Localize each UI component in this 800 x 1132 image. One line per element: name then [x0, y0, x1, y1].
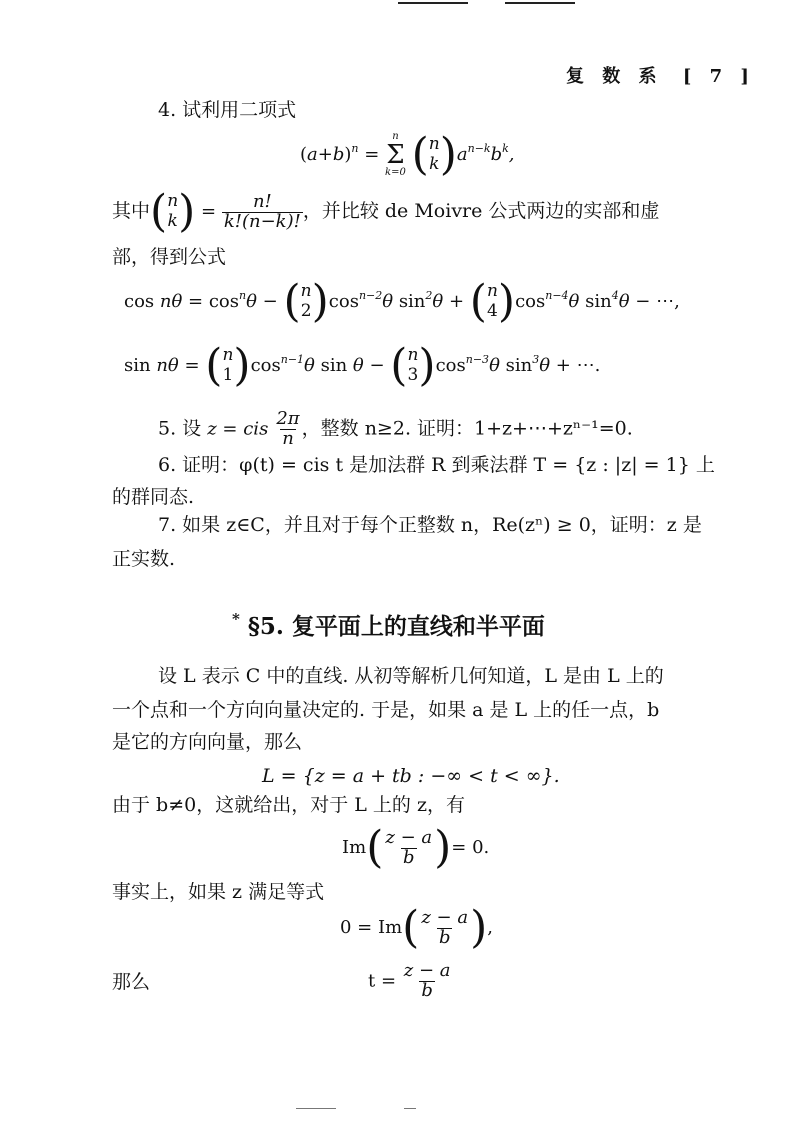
- summation: n Σ k=0: [385, 131, 406, 178]
- sin-formula: sin nθ = ( n 1 )$\cos^{n-1}\theta$ sin θ − ( n 3 )$\cos^{n-3}\theta$ $\sin^3\theta$ + ⋯.: [124, 340, 601, 391]
- exercise-5: 5. 设 z = cis $\frac{2\pi}{n}$ ，整数 n≥2. 证明：1+z+⋯+zⁿ⁻¹=0.: [158, 408, 633, 449]
- section-title: §5. 复平面上的直线和半平面: [247, 613, 545, 640]
- condition-equation: 0 = Im( $\frac{z - a}{b}$ ),: [340, 902, 493, 953]
- paragraph-1-line3: 是它的方向向量，那么: [112, 731, 303, 753]
- section-star: *: [232, 610, 240, 628]
- section-heading: [232, 608, 545, 641]
- paragraph-4: 那么: [112, 971, 151, 993]
- bottom-scan-mark: [296, 1108, 336, 1109]
- bottom-scan-mark-2: [404, 1108, 416, 1109]
- exercise-7-line1: 7. 如果 z∈C，并且对于每个正整数 n，Re(zⁿ) ≥ 0，证明：z 是: [158, 514, 702, 536]
- exercise-4-binomial: $(a+b)^n$ = n Σ k=0 ( n k )$a^{n-k}b^k$,: [300, 129, 515, 180]
- im-equation: Im( $\frac{z - a}{b}$ )= 0.: [342, 822, 490, 873]
- paragraph-1-line2: 一个点和一个方向向量决定的. 于是，如果 a 是 L 上的任一点，b: [112, 699, 660, 721]
- exercise-4-where: 其中( n k ) = $\frac{n!}{k!(n-k)!}$ ，并比较 de Moivre 公式两边的实部和虚: [112, 186, 660, 237]
- running-header: [566, 62, 755, 88]
- exercise-4-intro: 4. 试利用二项式: [158, 99, 297, 121]
- cos-formula: $\cos n\theta = \cos^n\theta$ − ( n 2 )$\cos^{n-2}\theta$ $\sin^2\theta$ + ( n 4 )$\cos^{n-4}\theta$ $\sin^4\theta$ − ⋯,: [124, 276, 680, 327]
- paragraph-2: 由于 b≠0，这就给出，对于 L 上的 z，有: [112, 794, 465, 816]
- line-equation: L = {z = a + tb : −∞ < t < ∞}.: [262, 765, 560, 787]
- paragraph-1-line1: 设 L 表示 C 中的直线. 从初等解析几何知道，L 是由 L 上的: [158, 665, 664, 687]
- paragraph-3: 事实上，如果 z 满足等式: [112, 881, 325, 903]
- exercise-7-line2: 正实数.: [112, 548, 176, 570]
- exercise-6-line2: 的群同态.: [112, 486, 195, 508]
- page-number: [ 7 ]: [682, 66, 755, 87]
- header-title: 复 数 系: [566, 66, 663, 87]
- t-equation: t = $\frac{z - a}{b}$: [368, 960, 451, 1001]
- top-rule-left: [398, 2, 468, 4]
- exercise-6-line1: 6. 证明：φ(t) = cis t 是加法群 R 到乘法群 T = {z : |z| = 1} 上: [158, 454, 715, 476]
- exercise-4-compare-cont: 部，得到公式: [112, 246, 227, 268]
- top-rule-right: [505, 2, 575, 4]
